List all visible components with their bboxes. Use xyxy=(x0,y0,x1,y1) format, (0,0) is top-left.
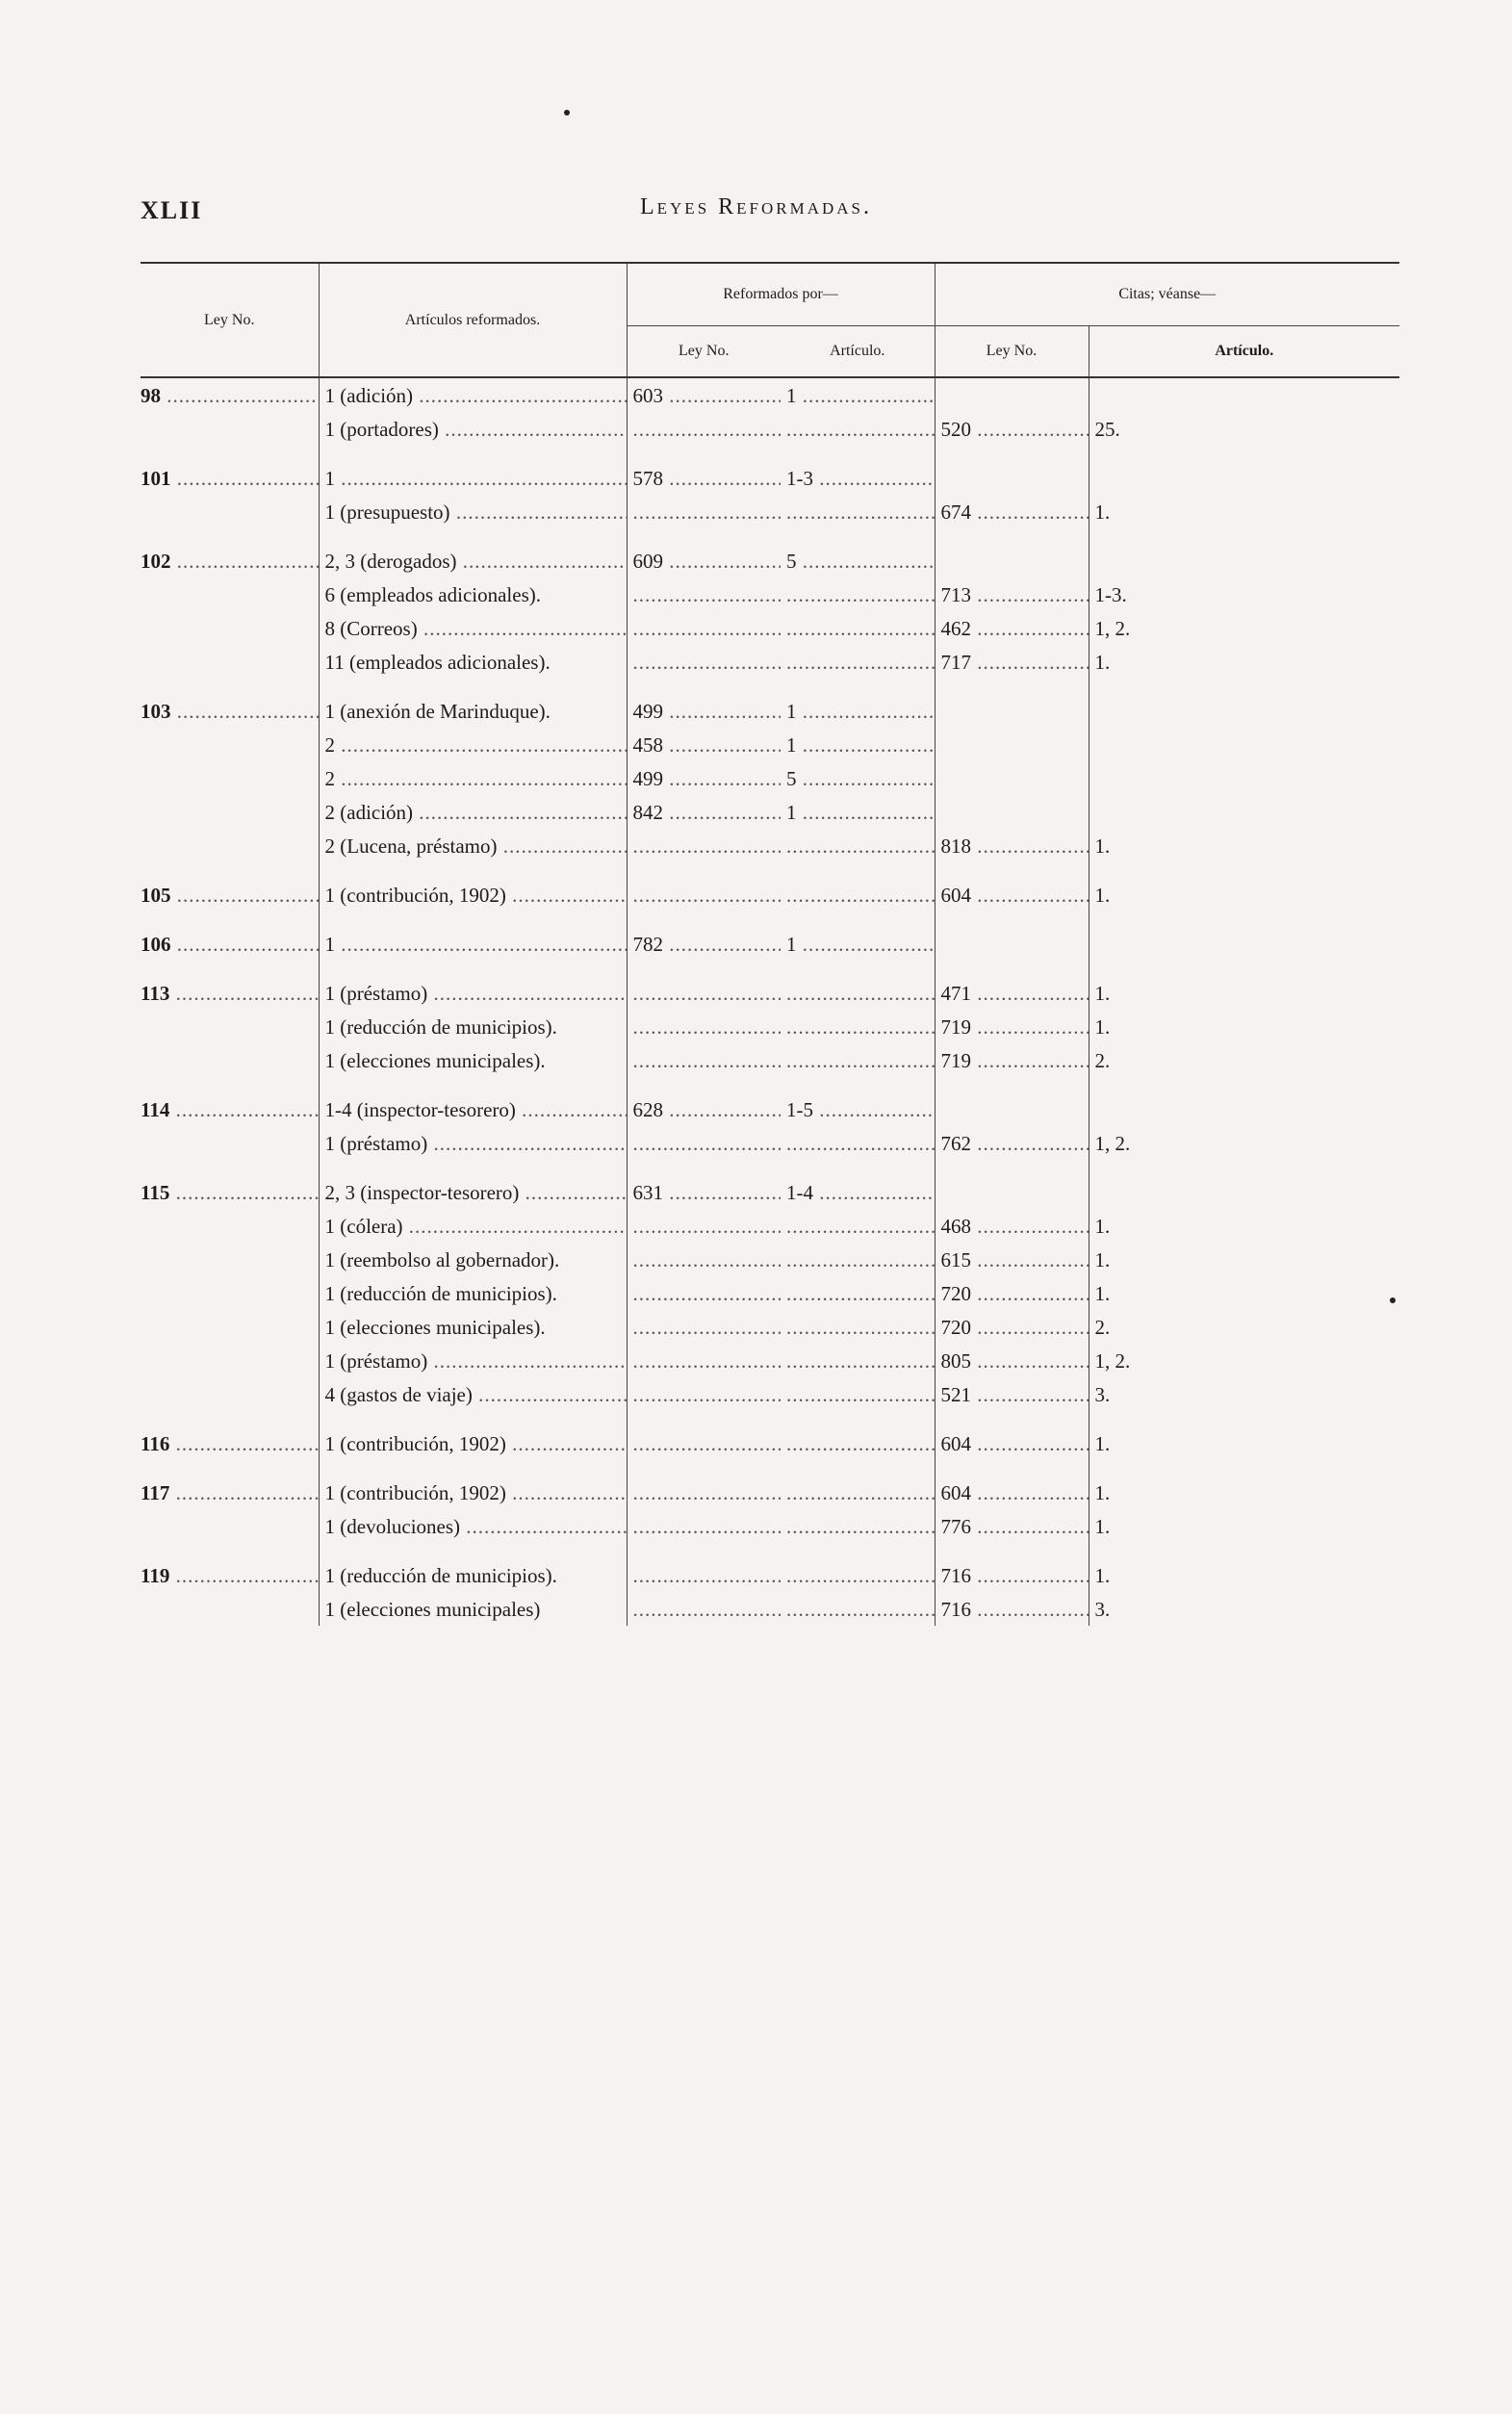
cell-ci-ley xyxy=(935,1077,1089,1126)
cell-articulo: 2 (adición) ..... xyxy=(319,795,627,829)
table-row xyxy=(141,495,1399,528)
cell-rp-articulo xyxy=(781,862,935,912)
cell-ley xyxy=(141,1126,319,1160)
cell-articulo: 8 (Correos) ..... xyxy=(319,611,627,645)
cell-ci-ley: 615 ..... xyxy=(935,1243,1089,1276)
ley-number: 98 ..... xyxy=(141,384,319,407)
cell-rp-articulo: 1 ..... xyxy=(781,728,935,761)
cell-rp-ley xyxy=(627,1043,781,1077)
table-row xyxy=(141,961,1399,1010)
cell-ci-articulo xyxy=(1089,528,1399,578)
cell-ci-articulo xyxy=(1089,795,1399,829)
cell-ci-ley: 471 ..... xyxy=(935,961,1089,1010)
cell-articulo: 1 (préstamo) ..... xyxy=(319,961,627,1010)
cell-articulo: 1 (reembolso al gobernador). xyxy=(319,1243,627,1276)
cell-ci-articulo: 1. xyxy=(1094,1515,1111,1538)
cell-ci-ley xyxy=(935,446,1089,495)
cell-rp-ley: 631 ..... xyxy=(627,1160,781,1209)
cell-ci-ley xyxy=(935,761,1089,795)
cell-ley xyxy=(141,1043,319,1077)
header-rp-articulo: Artículo. xyxy=(781,326,935,378)
cell-ci-ley: 719 ..... xyxy=(935,1043,1089,1077)
cell-rp-ley: 609 ..... xyxy=(627,528,781,578)
cell-ci-articulo: 1-3. xyxy=(1094,583,1127,606)
laws-index-table xyxy=(141,262,1399,1626)
cell-rp-ley: 458 ..... xyxy=(627,728,781,761)
cell-ley xyxy=(141,1509,319,1543)
cell-rp-articulo xyxy=(781,961,935,1010)
table-row xyxy=(141,611,1399,645)
ley-number: 106 ..... xyxy=(141,933,319,956)
cell-ley xyxy=(141,761,319,795)
cell-ci-articulo: 1. xyxy=(1094,835,1111,858)
cell-rp-ley xyxy=(627,1377,781,1411)
cell-rp-articulo xyxy=(781,1243,935,1276)
cell-articulo: 1 ..... xyxy=(319,446,627,495)
cell-articulo: 1 (elecciones municipales) xyxy=(319,1592,627,1626)
cell-rp-articulo xyxy=(781,1126,935,1160)
table-row xyxy=(141,1509,1399,1543)
cell-articulo: 2, 3 (inspector-tesorero) ..... xyxy=(319,1160,627,1209)
cell-articulo: 1 (contribución, 1902) ..... xyxy=(319,862,627,912)
cell-articulo: 1 ..... xyxy=(319,912,627,961)
cell-rp-articulo: 5 ..... xyxy=(781,761,935,795)
table-row xyxy=(141,1460,1399,1509)
table-row xyxy=(141,795,1399,829)
table-row xyxy=(141,1243,1399,1276)
running-title: Leyes Reformadas. xyxy=(639,194,873,219)
cell-ci-ley: 520 ..... xyxy=(935,412,1089,446)
table-row xyxy=(141,578,1399,611)
cell-rp-ley xyxy=(627,1411,781,1460)
cell-articulo: 1 (adición) ..... xyxy=(319,377,627,412)
table-row xyxy=(141,1411,1399,1460)
table-header xyxy=(141,263,1399,377)
cell-ley xyxy=(141,412,319,446)
cell-rp-ley xyxy=(627,1592,781,1626)
cell-articulo: 1 (préstamo) ..... xyxy=(319,1344,627,1377)
page-number: XLII xyxy=(141,196,203,224)
cell-ci-articulo xyxy=(1089,761,1399,795)
cell-rp-articulo xyxy=(781,829,935,862)
cell-ci-articulo: 1. xyxy=(1094,501,1111,524)
cell-articulo: 1 (portadores) ..... xyxy=(319,412,627,446)
cell-rp-ley: 578 ..... xyxy=(627,446,781,495)
cell-rp-ley: 628 ..... xyxy=(627,1077,781,1126)
table-row xyxy=(141,761,1399,795)
cell-ley xyxy=(141,578,319,611)
ley-number: 119 ..... xyxy=(141,1564,319,1587)
cell-ci-articulo: 1. xyxy=(1094,1564,1111,1587)
cell-rp-ley: 499 ..... xyxy=(627,679,781,728)
cell-ci-ley: 776 ..... xyxy=(935,1509,1089,1543)
cell-ci-articulo xyxy=(1089,912,1399,961)
cell-ci-ley: 674 ..... xyxy=(935,495,1089,528)
cell-rp-articulo xyxy=(781,495,935,528)
cell-ci-articulo: 1. xyxy=(1094,1432,1111,1455)
cell-rp-articulo xyxy=(781,645,935,679)
cell-rp-ley xyxy=(627,495,781,528)
table-row xyxy=(141,1543,1399,1592)
table-row xyxy=(141,1276,1399,1310)
table-row xyxy=(141,1043,1399,1077)
header-rp-ley: Ley No. xyxy=(679,343,730,359)
cell-rp-articulo: 1 ..... xyxy=(781,912,935,961)
header-ley: Ley No. xyxy=(141,263,319,377)
cell-rp-articulo: 1-4 ..... xyxy=(781,1160,935,1209)
cell-ci-ley: 468 ..... xyxy=(935,1209,1089,1243)
ley-number: 102 ..... xyxy=(141,550,319,573)
cell-ley xyxy=(141,1543,319,1592)
cell-ci-articulo: 2. xyxy=(1094,1049,1111,1072)
cell-rp-articulo xyxy=(781,1310,935,1344)
cell-rp-articulo xyxy=(781,611,935,645)
ley-number: 115 ..... xyxy=(141,1181,319,1204)
cell-articulo: 1 (contribución, 1902) ..... xyxy=(319,1411,627,1460)
ley-number: 116 ..... xyxy=(141,1432,319,1455)
cell-rp-articulo xyxy=(781,1010,935,1043)
table-row xyxy=(141,412,1399,446)
cell-rp-articulo: 1-3 ..... xyxy=(781,446,935,495)
cell-rp-ley xyxy=(627,1126,781,1160)
cell-ci-articulo: 1. xyxy=(1094,884,1111,907)
table-row xyxy=(141,1126,1399,1160)
cell-articulo: 1 (elecciones municipales). xyxy=(319,1043,627,1077)
cell-articulo: 1 (presupuesto) ..... xyxy=(319,495,627,528)
cell-rp-articulo xyxy=(781,1276,935,1310)
table-row xyxy=(141,1592,1399,1626)
cell-rp-ley xyxy=(627,412,781,446)
cell-ci-ley xyxy=(935,528,1089,578)
cell-articulo: 2 ..... xyxy=(319,761,627,795)
cell-ley xyxy=(141,679,319,728)
cell-ci-articulo: 1. xyxy=(1094,1248,1111,1271)
cell-ley xyxy=(141,1243,319,1276)
cell-ley xyxy=(141,862,319,912)
cell-ley xyxy=(141,795,319,829)
cell-rp-articulo xyxy=(781,1592,935,1626)
cell-rp-ley xyxy=(627,611,781,645)
cell-rp-articulo xyxy=(781,1209,935,1243)
ley-number: 101 ..... xyxy=(141,467,319,490)
cell-ci-ley: 720 ..... xyxy=(935,1310,1089,1344)
cell-ley xyxy=(141,1077,319,1126)
cell-ci-articulo: 3. xyxy=(1094,1598,1111,1621)
cell-ci-articulo: 1. xyxy=(1094,1015,1111,1039)
cell-ley xyxy=(141,728,319,761)
cell-ci-ley: 720 ..... xyxy=(935,1276,1089,1310)
ley-number: 114 ..... xyxy=(141,1098,319,1121)
cell-ci-articulo xyxy=(1089,1160,1399,1209)
cell-rp-ley xyxy=(627,1276,781,1310)
cell-ley xyxy=(141,912,319,961)
cell-ci-articulo xyxy=(1089,728,1399,761)
cell-ci-ley: 462 ..... xyxy=(935,611,1089,645)
cell-ci-ley: 604 ..... xyxy=(935,1460,1089,1509)
table-row xyxy=(141,377,1399,412)
cell-rp-ley xyxy=(627,1310,781,1344)
cell-ley xyxy=(141,829,319,862)
cell-rp-ley xyxy=(627,1543,781,1592)
cell-ci-articulo: 1. xyxy=(1094,1282,1111,1305)
cell-rp-articulo xyxy=(781,1043,935,1077)
cell-ley xyxy=(141,1460,319,1509)
header-ci-ley: Ley No. xyxy=(935,326,1089,378)
cell-rp-articulo: 1 ..... xyxy=(781,795,935,829)
cell-ci-ley xyxy=(935,795,1089,829)
table-row xyxy=(141,528,1399,578)
cell-rp-articulo xyxy=(781,1460,935,1509)
cell-rp-articulo xyxy=(781,578,935,611)
table-row xyxy=(141,1077,1399,1126)
cell-ley xyxy=(141,611,319,645)
cell-ci-ley xyxy=(935,728,1089,761)
cell-rp-ley xyxy=(627,1344,781,1377)
cell-ci-articulo: 25. xyxy=(1094,418,1120,441)
cell-rp-ley xyxy=(627,1460,781,1509)
cell-rp-ley xyxy=(627,862,781,912)
cell-ci-articulo: 1. xyxy=(1094,1215,1111,1238)
table-row xyxy=(141,1010,1399,1043)
cell-articulo: 4 (gastos de viaje) ..... xyxy=(319,1377,627,1411)
cell-ley xyxy=(141,1344,319,1377)
cell-articulo: 1 (cólera) ..... xyxy=(319,1209,627,1243)
cell-ley xyxy=(141,961,319,1010)
cell-rp-articulo: 1 ..... xyxy=(781,679,935,728)
cell-ci-ley: 805 ..... xyxy=(935,1344,1089,1377)
cell-ci-articulo: 3. xyxy=(1094,1383,1111,1406)
cell-ci-articulo: 1. xyxy=(1094,982,1111,1005)
table-row xyxy=(141,1160,1399,1209)
table-row xyxy=(141,1344,1399,1377)
table-row xyxy=(141,679,1399,728)
cell-ley xyxy=(141,1276,319,1310)
ley-number: 117 ..... xyxy=(141,1481,319,1504)
cell-rp-articulo xyxy=(781,1509,935,1543)
cell-ci-articulo xyxy=(1089,377,1399,412)
cell-rp-ley xyxy=(627,1509,781,1543)
table-row xyxy=(141,862,1399,912)
cell-rp-ley xyxy=(627,1209,781,1243)
table-row xyxy=(141,829,1399,862)
table-row xyxy=(141,645,1399,679)
cell-ley xyxy=(141,1592,319,1626)
cell-ley xyxy=(141,377,319,412)
cell-ci-ley xyxy=(935,1160,1089,1209)
cell-ley xyxy=(141,1160,319,1209)
table-row xyxy=(141,1377,1399,1411)
cell-ci-articulo: 1, 2. xyxy=(1094,1132,1131,1155)
cell-rp-articulo xyxy=(781,412,935,446)
cell-ci-ley: 818 ..... xyxy=(935,829,1089,862)
cell-ci-articulo xyxy=(1089,679,1399,728)
table-row xyxy=(141,912,1399,961)
cell-articulo: 2, 3 (derogados) ..... xyxy=(319,528,627,578)
cell-rp-ley xyxy=(627,578,781,611)
cell-articulo: 2 (Lucena, préstamo) ..... xyxy=(319,829,627,862)
cell-ley xyxy=(141,1377,319,1411)
cell-rp-articulo: 1-5 ..... xyxy=(781,1077,935,1126)
ley-number: 103 ..... xyxy=(141,700,319,723)
cell-rp-articulo xyxy=(781,1344,935,1377)
cell-ci-ley: 762 ..... xyxy=(935,1126,1089,1160)
header-citas: Citas; véanse— xyxy=(935,263,1399,326)
ley-number: 113 ..... xyxy=(141,982,319,1005)
cell-articulo: 1-4 (inspector-tesorero) ..... xyxy=(319,1077,627,1126)
cell-ci-ley xyxy=(935,377,1089,412)
cell-articulo: 1 (devoluciones) ..... xyxy=(319,1509,627,1543)
cell-ci-ley: 521 ..... xyxy=(935,1377,1089,1411)
cell-ci-ley: 719 ..... xyxy=(935,1010,1089,1043)
cell-articulo: 1 (reducción de municipios). xyxy=(319,1276,627,1310)
table-row xyxy=(141,446,1399,495)
header-ci-articulo: Artículo. xyxy=(1215,343,1274,359)
cell-rp-ley xyxy=(627,1010,781,1043)
table-row xyxy=(141,1310,1399,1344)
cell-articulo: 1 (reducción de municipios). xyxy=(319,1010,627,1043)
cell-rp-articulo: 5 ..... xyxy=(781,528,935,578)
header-reformados-por: Reformados por— xyxy=(627,263,935,326)
cell-rp-ley xyxy=(627,645,781,679)
cell-articulo: 6 (empleados adicionales). xyxy=(319,578,627,611)
cell-ci-ley xyxy=(935,912,1089,961)
cell-ci-ley xyxy=(935,679,1089,728)
cell-ley xyxy=(141,528,319,578)
cell-articulo: 1 (elecciones municipales). xyxy=(319,1310,627,1344)
cell-ci-articulo: 1. xyxy=(1094,1481,1111,1504)
cell-ley xyxy=(141,1209,319,1243)
cell-ci-articulo: 1, 2. xyxy=(1094,617,1131,640)
cell-articulo: 2 ..... xyxy=(319,728,627,761)
cell-rp-ley xyxy=(627,829,781,862)
cell-rp-articulo xyxy=(781,1543,935,1592)
cell-rp-ley xyxy=(627,961,781,1010)
table-row xyxy=(141,1209,1399,1243)
cell-articulo: 1 (préstamo) ..... xyxy=(319,1126,627,1160)
cell-rp-ley: 603 ..... xyxy=(627,377,781,412)
ink-speck xyxy=(564,110,570,116)
cell-ley xyxy=(141,1411,319,1460)
cell-ci-ley: 604 ..... xyxy=(935,1411,1089,1460)
cell-ci-ley: 716 ..... xyxy=(935,1543,1089,1592)
cell-rp-ley: 782 ..... xyxy=(627,912,781,961)
cell-rp-ley: 499 ..... xyxy=(627,761,781,795)
cell-articulo: 11 (empleados adicionales). xyxy=(319,645,627,679)
cell-ci-ley: 717 ..... xyxy=(935,645,1089,679)
cell-ci-articulo: 1, 2. xyxy=(1094,1349,1131,1373)
cell-ci-articulo: 2. xyxy=(1094,1316,1111,1339)
table-body xyxy=(141,377,1399,1626)
cell-ley xyxy=(141,1010,319,1043)
cell-ley xyxy=(141,495,319,528)
cell-rp-articulo xyxy=(781,1411,935,1460)
page-header xyxy=(0,189,1512,227)
table-row xyxy=(141,728,1399,761)
cell-rp-articulo: 1 ..... xyxy=(781,377,935,412)
cell-rp-ley xyxy=(627,1243,781,1276)
cell-ci-ley: 716 ..... xyxy=(935,1592,1089,1626)
cell-ci-ley: 604 ..... xyxy=(935,862,1089,912)
ley-number: 105 ..... xyxy=(141,884,319,907)
cell-rp-articulo xyxy=(781,1377,935,1411)
cell-ley xyxy=(141,1310,319,1344)
cell-ci-ley: 713 ..... xyxy=(935,578,1089,611)
cell-rp-ley: 842 ..... xyxy=(627,795,781,829)
cell-ley xyxy=(141,645,319,679)
cell-ci-articulo: 1. xyxy=(1094,651,1111,674)
cell-articulo: 1 (reducción de municipios). xyxy=(319,1543,627,1592)
header-articulos: Artículos reformados. xyxy=(319,263,627,377)
cell-articulo: 1 (contribución, 1902) ..... xyxy=(319,1460,627,1509)
cell-ley xyxy=(141,446,319,495)
cell-ci-articulo xyxy=(1089,446,1399,495)
cell-ci-articulo xyxy=(1089,1077,1399,1126)
cell-articulo: 1 (anexión de Marinduque). xyxy=(319,679,627,728)
